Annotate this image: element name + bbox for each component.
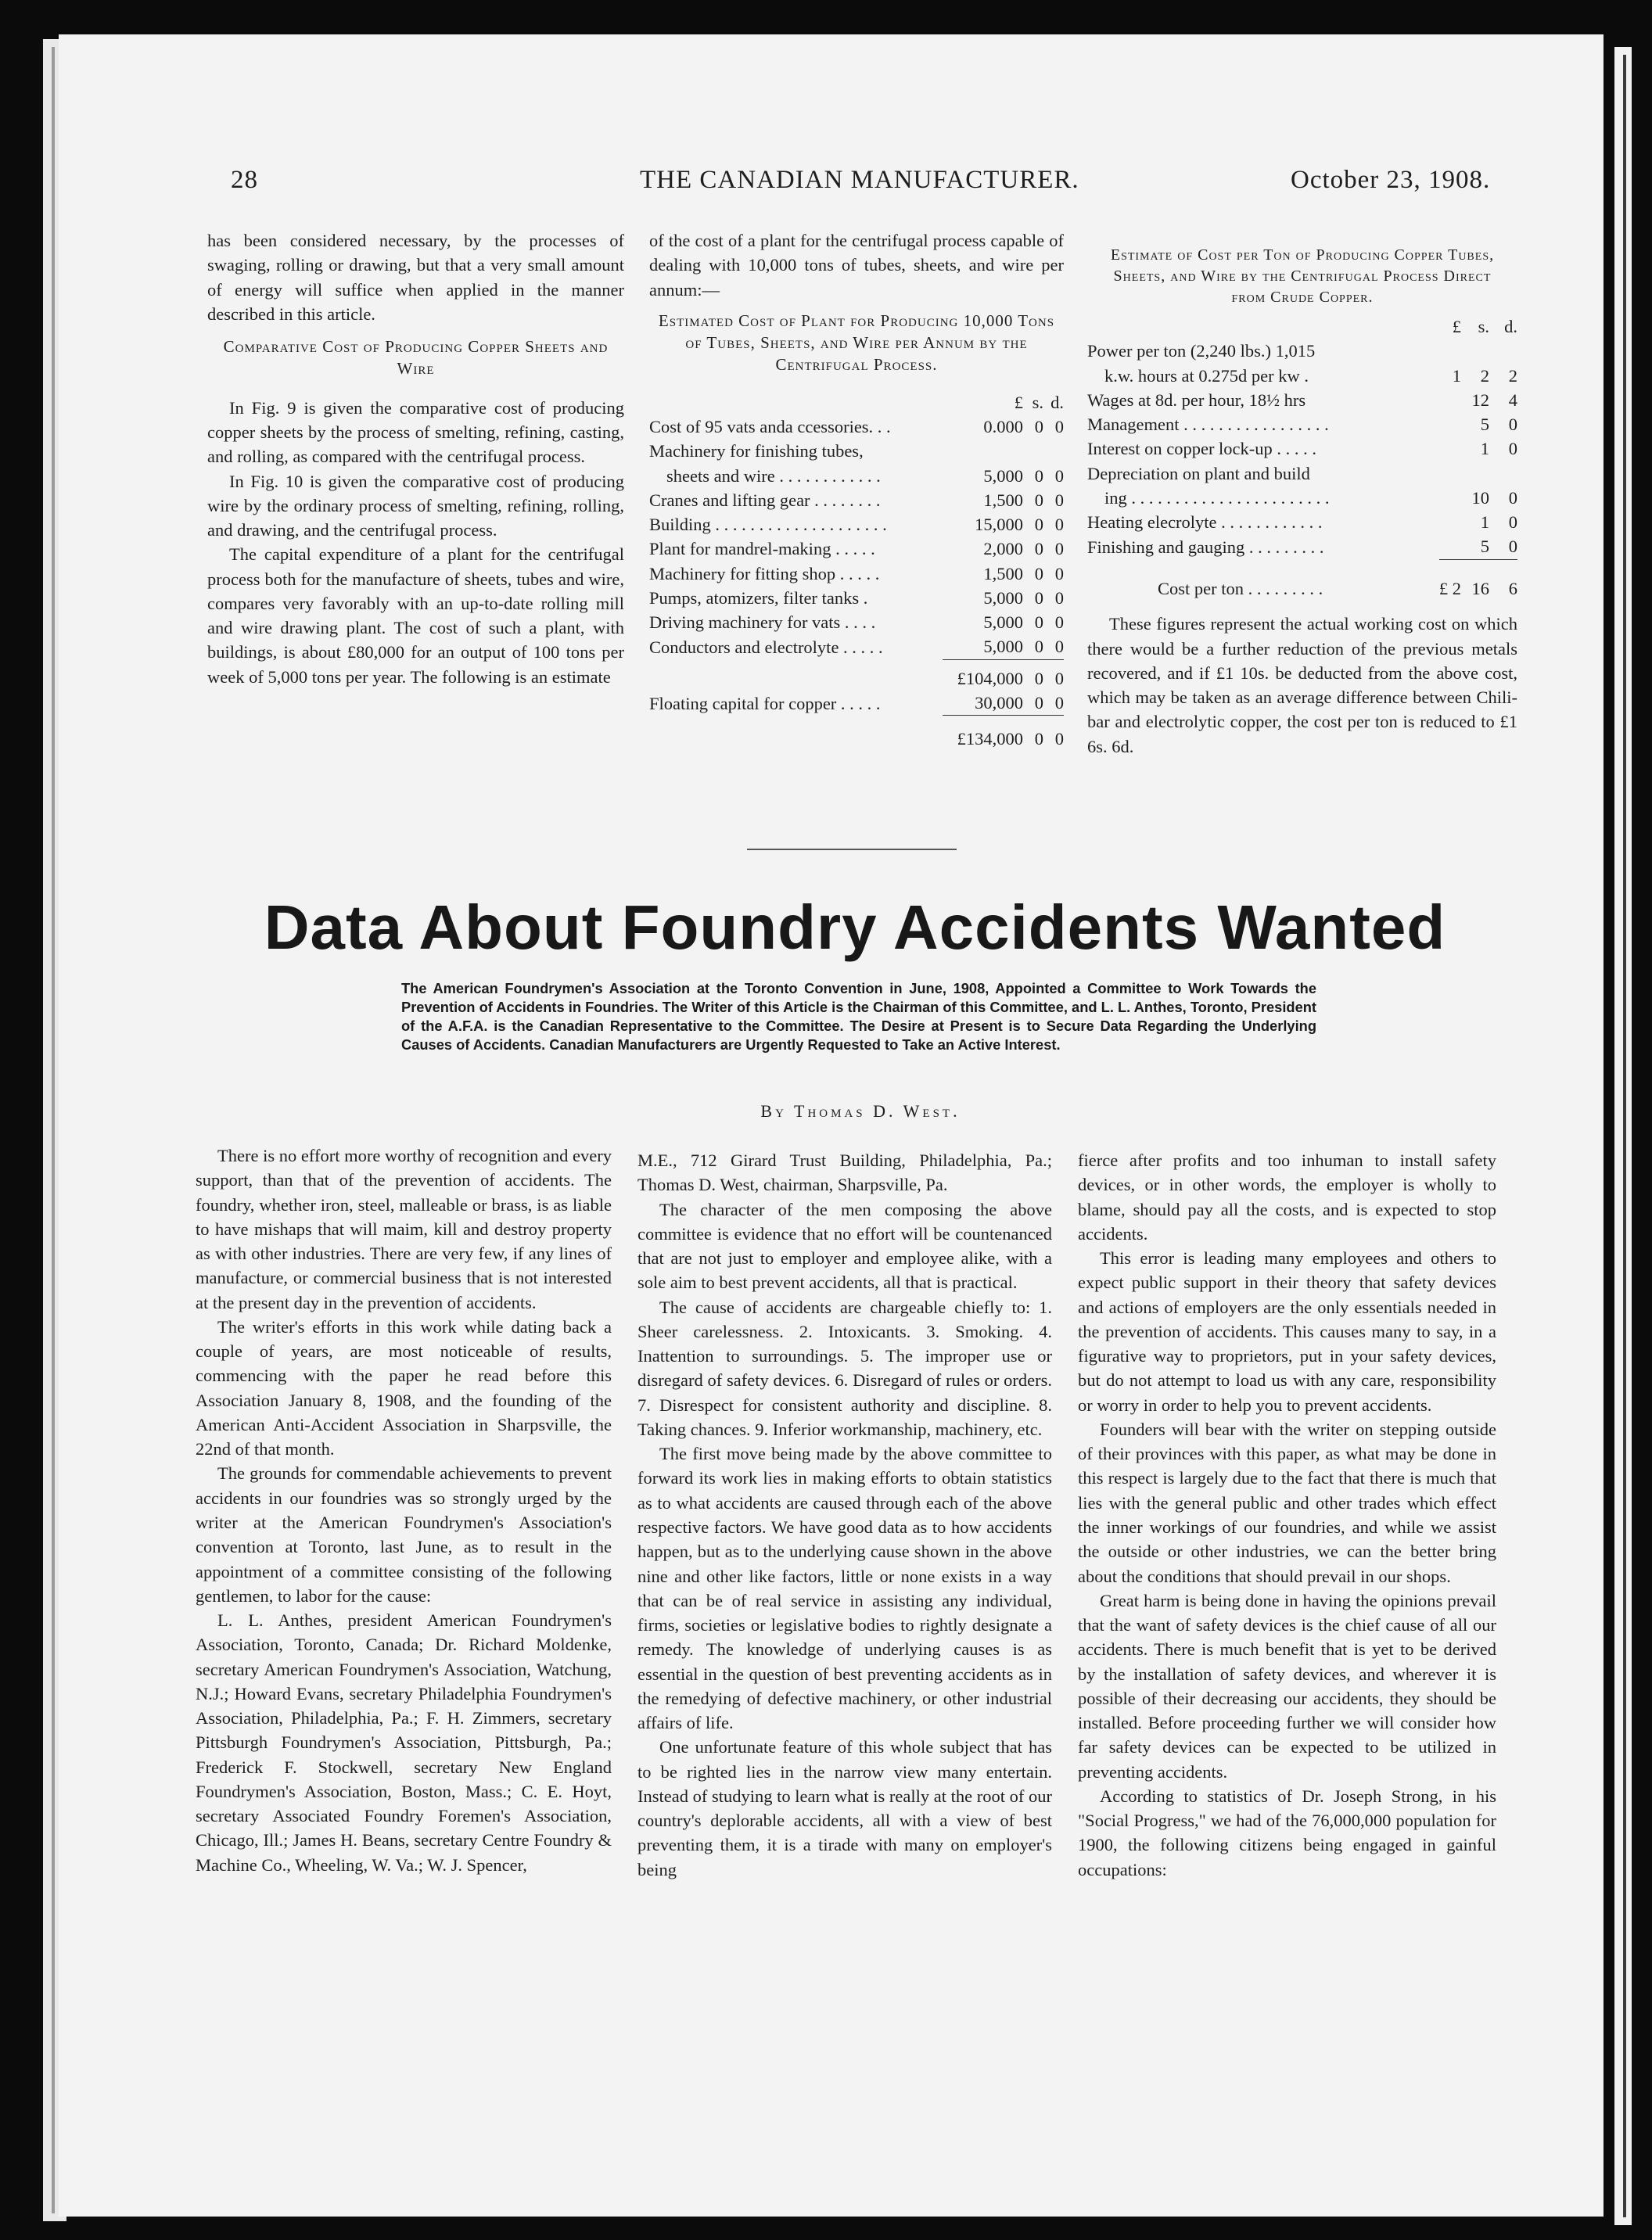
row-shillings: 12 <box>1471 389 1489 410</box>
row-label: k.w. hours at 0.275d per kw . <box>1104 365 1309 386</box>
row-pence: 0 <box>1054 490 1064 510</box>
row-pence: 0 <box>1054 563 1064 583</box>
row-shillings: 0 <box>1034 563 1043 583</box>
row-pounds: 5,000 <box>983 587 1023 608</box>
article-byline: By Thomas D. West. <box>760 1101 961 1121</box>
row-shillings: 5 <box>1480 415 1489 435</box>
row-shillings: 0 <box>1034 417 1043 437</box>
paragraph: The character of the men composing the above committee is evidence that no effort will be countenanced that are not just to employer and employee alike, with a sole aim to best prevent accidents, all that is practical. <box>637 1199 1052 1293</box>
row-label: Cost per ton . . . . . . . . . <box>1158 579 1323 599</box>
row-pence: 0 <box>1054 515 1064 535</box>
row-label: Pumps, atomizers, filter tanks . <box>649 587 868 608</box>
table-row <box>649 439 1064 463</box>
table-row <box>1087 412 1517 436</box>
row-pence: 0 <box>1054 612 1064 633</box>
row-shillings: 0 <box>1034 637 1043 657</box>
total-pence: 6 <box>1489 559 1517 601</box>
row-pounds <box>1439 510 1461 534</box>
article-deck: The American Foundrymen's Association at the Toronto Convention in June, 1908, Appointed a Committee to Work Towards the Prevention of Accidents in Foundries. The Writer of this Article is the Chairman of this Committee, and L. L. Anthes, Toronto, President of the A.F.A. is the Canadian Representative to the Committee. The Desire at Present is to Secure Data Regarding the Underlying Causes of Accidents. Canadian Manufacturers are Urgently Requested to Take an Active Interest. <box>401 980 1316 1054</box>
row-shillings: 5 <box>1480 537 1489 557</box>
floating-capital-row <box>649 691 1064 716</box>
row-pounds: 5,000 <box>983 637 1023 657</box>
journal-title: THE CANADIAN MANUFACTURER. <box>640 166 1079 194</box>
row-shillings: 0 <box>1034 490 1043 510</box>
total-shillings: 0 <box>1023 716 1043 752</box>
table-row <box>649 537 1064 561</box>
table-header-row <box>649 390 1064 415</box>
table-row <box>1087 364 1517 388</box>
table-row <box>1087 388 1517 412</box>
row-label: Building . . . . . . . . . . . . . . . . . . . . <box>649 515 887 535</box>
table-row <box>649 610 1064 634</box>
paragraph: According to statistics of Dr. Joseph Strong, in his "Social Progress," we had of the 76,000,000 population for 1900, the following citizens being engaged in gainful occupations: <box>1078 1786 1496 1879</box>
row-label: Heating elecrolyte . . . . . . . . . . . . <box>1087 512 1323 533</box>
row-label: Machinery for fitting shop . . . . . <box>649 563 880 583</box>
row-label: Cranes and lifting gear . . . . . . . . <box>649 490 881 510</box>
subtotal-row <box>649 659 1064 691</box>
subtotal-shillings: 0 <box>1023 659 1043 691</box>
paragraph: This error is leading many employees and others to expect public support in their theory that safety devices and actions of employers are the only essentials needed in the prevention of accidents. This causes many to say, in a figurative way to proprietors, put in your safety devices, but do not attempt to load us with any care, responsibility or worry in order to help you to prevent accidents. <box>1078 1248 1496 1415</box>
row-label: ing . . . . . . . . . . . . . . . . . . . . . . . <box>1104 487 1330 508</box>
paragraph: The cause of accidents are chargeable chiefly to: 1. Sheer carelessness. 2. Intoxicants. 3. Smoking. 4. Inattention to surroundings. 5. The improper use or disregard of safety devices. 6. Disregard of rules or orders. 7. Disrespect for consistent authority and discipline. 8. Taking chances. 9. Inferior workmanship, machinery, etc. <box>637 1297 1052 1439</box>
row-label: Conductors and electrolyte . . . . . <box>649 637 883 657</box>
top-column-3 <box>1087 245 1517 759</box>
row-shillings: 10 <box>1471 487 1489 508</box>
row-pounds: 1,500 <box>983 563 1023 583</box>
row-label: Floating capital for copper . . . . . <box>649 693 881 713</box>
table-row <box>649 488 1064 512</box>
row-shillings: 2 <box>1480 365 1489 386</box>
row-pence: 0 <box>1508 439 1517 459</box>
paragraph: The capital expenditure of a plant for the centrifugal process both for the manufacture of sheets, tubes and wire, compares very favorably with an up-to-date rolling mill and wire drawing plant. The cost of such a plant, with buildings, is about £80,000 for an output of 100 tons per week of 5,000 tons per year. The following is an estimate <box>207 544 624 687</box>
paragraph: The writer's efforts in this work while dating back a couple of years, are most noticeable of results, commencing with the paper he read before this Association January 8, 1908, and the founding of the American Anti-Accident Association in Sharpsville, the 22nd of that month. <box>196 1316 612 1459</box>
table-row <box>1087 486 1517 510</box>
row-pounds <box>1439 388 1461 412</box>
paragraph: fierce after profits and too inhuman to install safety devices, or in other words, the employer is wholly to blame, should pay all the costs, and is expected to stop accidents. <box>1078 1151 1496 1244</box>
row-pence: 0 <box>1054 417 1064 437</box>
row-shillings: 0 <box>1034 465 1043 486</box>
total-pounds: £ 2 <box>1439 559 1461 601</box>
column-header: d. <box>1504 317 1517 336</box>
table-row <box>649 464 1064 488</box>
top-column-2 <box>649 228 1064 752</box>
table-heading: Estimated Cost of Plant for Producing 10,000 Tons of Tubes, Sheets, and Wire per Annum by the Centrifugal Process. <box>658 311 1055 375</box>
table-header-row <box>1087 314 1517 339</box>
row-label: Management . . . . . . . . . . . . . . . . . <box>1087 415 1329 435</box>
row-shillings: 0 <box>1034 693 1043 713</box>
paragraph: The grounds for commendable achievements to prevent accidents in our foundries was so strongly urged by the writer at the American Foundrymen's Association's convention at Toronto, last June, as to result in the appointment of a committee consisting of the following gentlemen, to labor for the cause: <box>196 1463 612 1606</box>
top-column-1 <box>207 228 624 689</box>
article-headline: Data About Foundry Accidents Wanted <box>264 892 1446 962</box>
section-divider <box>747 849 957 850</box>
row-pounds: 0.000 <box>983 417 1023 437</box>
row-shillings: 0 <box>1034 587 1043 608</box>
page-number: 28 <box>231 166 258 194</box>
right-page-shadow <box>1623 55 1626 2217</box>
total-pounds: £134,000 <box>943 716 1023 752</box>
plant-cost-table <box>649 390 1064 752</box>
paragraph: These figures represent the actual working cost on which there would be a further reduction of the previous metals recovered, and if £1 10s. be deducted from the above cost, which may be taken as an average difference between Chili-bar and electrolytic copper, the cost per ton is reduced to £1 6s. 6d. <box>1087 614 1517 756</box>
section-heading: Comparative Cost of Producing Copper Sheets and Wire <box>223 337 609 379</box>
column-header: £ <box>1014 392 1023 412</box>
article-column-2 <box>637 1148 1052 1882</box>
row-pounds <box>1439 486 1461 510</box>
row-label: Finishing and gauging . . . . . . . . . <box>1087 537 1324 557</box>
paragraph: One unfortunate feature of this whole subject that has to be righted lies in the narrow view many entertain. Instead of studying to learn what is really at the root of our country's deplorable accidents, all with a view of best preventing them, it is a tirade with many on employer's being <box>637 1737 1052 1879</box>
row-label: Cost of 95 vats anda ccessories. . . <box>649 417 891 437</box>
row-shillings: 0 <box>1034 515 1043 535</box>
column-header: s. <box>1478 317 1489 336</box>
row-label: sheets and wire . . . . . . . . . . . . <box>666 465 881 486</box>
column-header: £ <box>1452 317 1461 336</box>
row-pounds: 2,000 <box>983 539 1023 559</box>
row-pounds: 1,500 <box>983 490 1023 510</box>
paragraph: Great harm is being done in having the opinions prevail that the want of safety devices is the chief cause of all our accidents. There is much benefit that is yet to be derived by the installation of safety devices, and wherever it is possible of their decreasing our accidents, they should be installed. Before proceeding further we will consider how far safety devices can be expected to be utilized in preventing accidents. <box>1078 1590 1496 1782</box>
column-header: d. <box>1050 392 1064 412</box>
row-pounds: 15,000 <box>975 515 1023 535</box>
table-row <box>1087 436 1517 461</box>
table-row <box>1087 339 1517 363</box>
row-shillings: 1 <box>1480 512 1489 533</box>
row-pounds: 5,000 <box>983 465 1023 486</box>
row-pence: 2 <box>1508 365 1517 386</box>
table-row <box>649 415 1064 439</box>
row-pence: 0 <box>1508 512 1517 533</box>
paragraph: The first move being made by the above committee to forward its work lies in making efforts to obtain statistics as to what accidents are caused through each of the above respective factors. We have good data as to how accidents happen, but as to the underlying cause shown in the above nine and other like factors, little or none exists in a way that can be of real service in assisting any individual, firms, societies or legislative bodies to rightly designate a remedy. The knowledge of underlying causes is as essential in the question of best preventing accidents as in the remedying of defective machinery, or other industrial affairs of life. <box>637 1444 1052 1733</box>
row-pounds <box>1439 436 1461 461</box>
row-pence: 4 <box>1508 389 1517 410</box>
row-pounds: 1 <box>1452 365 1461 386</box>
cost-per-ton-table <box>1087 314 1517 601</box>
article-column-3 <box>1078 1148 1496 1882</box>
total-row <box>1087 559 1517 601</box>
paragraph: In Fig. 10 is given the comparative cost of producing wire by the ordinary process of smelting, refining, rolling, and drawing, and the centrifugal process. <box>207 471 624 540</box>
row-label: Driving machinery for vats . . . . <box>649 612 876 633</box>
row-pence: 0 <box>1508 537 1517 557</box>
table-row <box>1087 510 1517 534</box>
subtotal-pence: 0 <box>1043 659 1064 691</box>
row-label: Plant for mandrel-making . . . . . <box>649 539 875 559</box>
row-label: Wages at 8d. per hour, 18½ hrs <box>1087 389 1306 410</box>
paragraph: In Fig. 9 is given the comparative cost of producing copper sheets by the process of smelting, refining, casting, and rolling, as compared with the centrifugal process. <box>207 397 624 467</box>
issue-date: October 23, 1908. <box>1291 166 1491 194</box>
paragraph: M.E., 712 Girard Trust Building, Philadelphia, Pa.; Thomas D. West, chairman, Sharpsville, Pa. <box>637 1151 1052 1195</box>
row-pounds: 5,000 <box>983 612 1023 633</box>
row-shillings: 0 <box>1034 539 1043 559</box>
row-label: Interest on copper lock-up . . . . . <box>1087 439 1317 459</box>
row-pence: 0 <box>1508 415 1517 435</box>
row-shillings: 0 <box>1034 612 1043 633</box>
row-pence: 0 <box>1054 637 1064 657</box>
total-row <box>649 716 1064 752</box>
total-pence: 0 <box>1043 716 1064 752</box>
row-pence: 0 <box>1508 487 1517 508</box>
row-label: Depreciation on plant and build <box>1087 463 1310 483</box>
row-pence: 0 <box>1054 693 1064 713</box>
table-heading: Estimate of Cost per Ton of Producing Copper Tubes, Sheets, and Wire by the Centrifugal Process Direct from Crude Copper. <box>1110 246 1495 306</box>
row-pounds <box>1439 534 1461 559</box>
paragraph: of the cost of a plant for the centrifugal process capable of dealing with 10,000 tons of tubes, sheets, and wire per annum:— <box>649 231 1064 300</box>
paragraph: There is no effort more worthy of recognition and every support, than that of the prevention of accidents. The foundry, whether iron, steel, malleable or brass, is as liable to have mishaps that will maim, kill and destroy property as with other industries. There are very few, if any lines of manufacture, or commercial business that is not interested at the present day in the prevention of accidents. <box>196 1146 612 1312</box>
left-page-shadow <box>52 47 55 2213</box>
paragraph: Founders will bear with the writer on stepping outside of their provinces with this paper, as what may be done in this respect is largely due to the fact that there is much that lies with the general public and other trades which effect the inner workings of our foundries, and while we assist the outside or other industries, we can the better bring about the conditions that should prevail in our shops. <box>1078 1419 1496 1586</box>
table-row <box>1087 461 1517 486</box>
paragraph: has been considered necessary, by the processes of swaging, rolling or drawing, but that a very small amount of energy will suffice when applied in the manner described in this article. <box>207 231 624 324</box>
row-pence: 0 <box>1054 465 1064 486</box>
table-row <box>649 586 1064 610</box>
table-row <box>649 512 1064 537</box>
table-row <box>649 634 1064 659</box>
table-row <box>649 562 1064 586</box>
article-column-1 <box>196 1143 612 1877</box>
column-header: s. <box>1032 392 1043 412</box>
subtotal-pounds: £104,000 <box>943 659 1023 691</box>
row-label: Power per ton (2,240 lbs.) 1,015 <box>1087 341 1316 361</box>
table-row <box>1087 534 1517 559</box>
total-shillings: 16 <box>1461 559 1489 601</box>
row-pounds <box>1439 412 1461 436</box>
row-shillings: 1 <box>1480 439 1489 459</box>
row-pence: 0 <box>1054 587 1064 608</box>
paragraph: L. L. Anthes, president American Foundrymen's Association, Toronto, Canada; Dr. Richard Moldenke, secretary American Foundrymen's Association, Watchung, N.J.; Howard Evans, secretary Philadelphia Foundrymen's Association, Philadelphia, Pa.; F. H. Zimmers, secretary Pittsburgh Foundrymen's Association, Pittsburgh, Pa.; Frederick F. Stockwell, secretary New England Foundrymen's Association, Boston, Mass.; C. E. Hoyt, secretary Associated Foundry Foremen's Association, Chicago, Ill.; James H. Beans, secretary Centre Foundry & Machine Co., Wheeling, W. Va.; W. J. Spencer, <box>196 1610 612 1875</box>
row-pence: 0 <box>1054 539 1064 559</box>
row-pounds: 30,000 <box>975 693 1023 713</box>
row-label: Machinery for finishing tubes, <box>649 441 864 461</box>
